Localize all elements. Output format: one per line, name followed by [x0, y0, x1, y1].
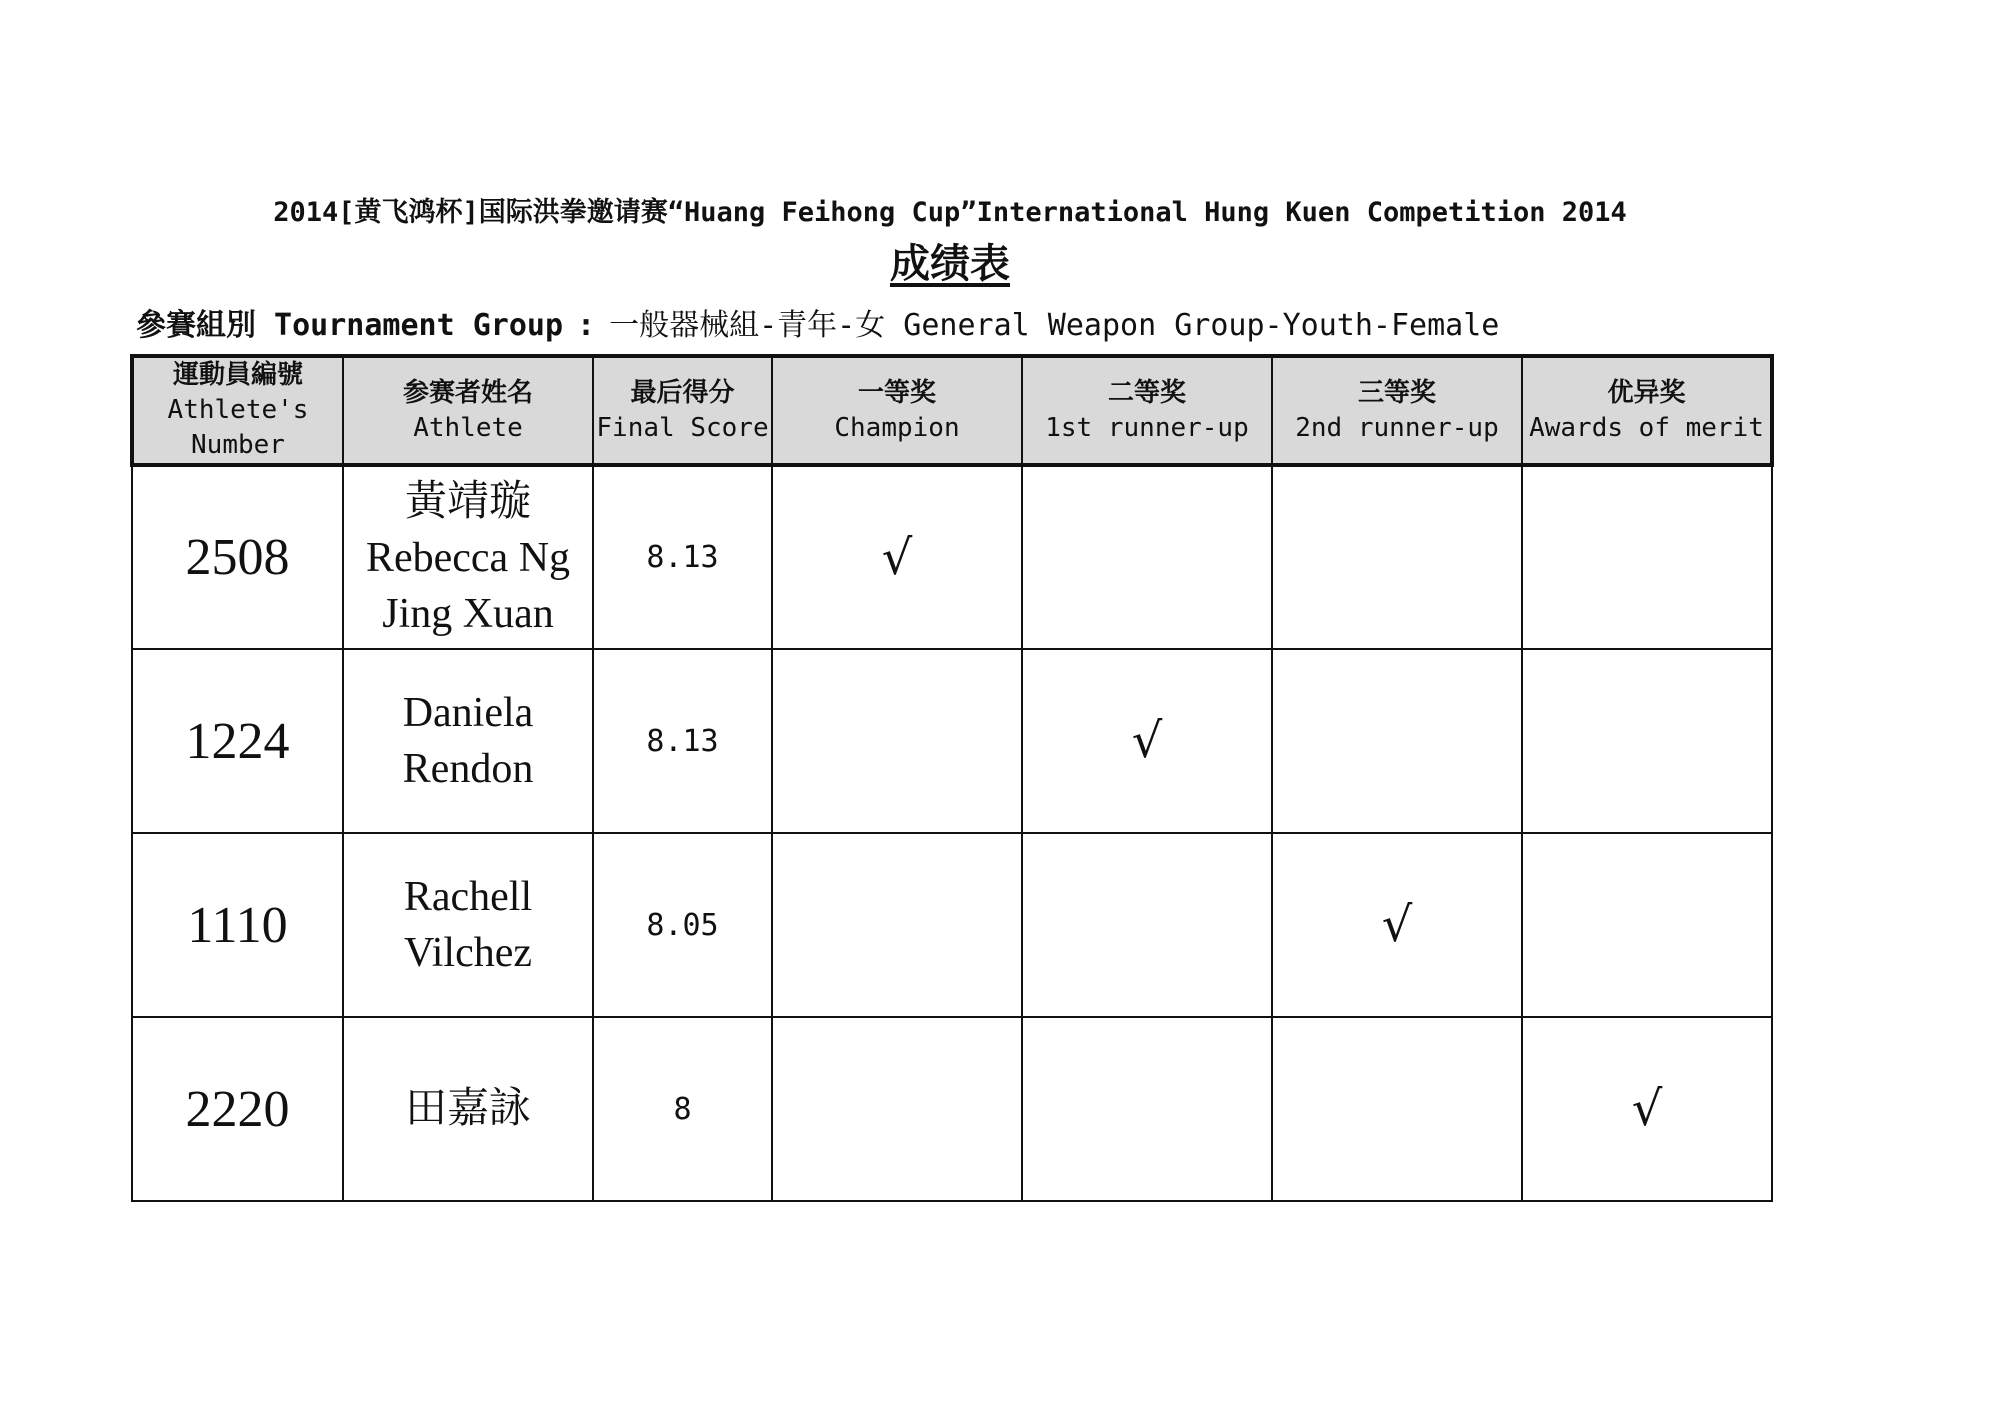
first-runner-up-mark: [1022, 833, 1272, 1017]
table-row: [132, 833, 1772, 1017]
first-runner-up-mark: √: [1022, 649, 1272, 833]
champion-mark: [772, 649, 1022, 833]
header-score: [593, 356, 772, 465]
athlete-name-line: 田嘉詠: [404, 1086, 531, 1132]
champion-mark: [772, 833, 1022, 1017]
athlete-number: 2508: [132, 465, 343, 649]
table-row: [132, 1017, 1772, 1201]
merit-mark: √: [1522, 1017, 1772, 1201]
athlete-name-line: Jing Xuan: [382, 590, 554, 637]
athlete-name: [343, 833, 593, 1017]
tournament-group-value: 一般器械組-青年-女 General Weapon Group-Youth-Female: [609, 308, 1500, 343]
final-score: 8.13: [593, 649, 772, 833]
tournament-group-label: 參賽組別 Tournament Group: [136, 308, 564, 343]
champion-mark: √: [772, 465, 1022, 649]
header-first-runner-up-zh: 二等奖: [1107, 377, 1186, 408]
athlete-number: 1224: [132, 649, 343, 833]
header-merit-zh: 优异奖: [1607, 377, 1686, 408]
athlete-name-line: Rebecca Ng: [365, 534, 571, 581]
header-row: [132, 356, 1772, 465]
athlete-name: [343, 465, 593, 649]
athlete-name: [343, 649, 593, 833]
second-runner-up-mark: [1272, 1017, 1522, 1201]
athlete-number: 2220: [132, 1017, 343, 1201]
header-number-en: Athlete's Number: [167, 395, 309, 460]
second-runner-up-mark: [1272, 465, 1522, 649]
header-champion-zh: 一等奖: [857, 377, 936, 408]
athlete-name-line: 黃靖璇: [404, 478, 531, 525]
header-champion-en: Champion: [834, 412, 960, 443]
athlete-number: 1110: [132, 833, 343, 1017]
first-runner-up-mark: [1022, 465, 1272, 649]
second-runner-up-mark: [1272, 649, 1522, 833]
merit-mark: [1522, 465, 1772, 649]
merit-mark: [1522, 833, 1772, 1017]
header-first-runner-up-en: 1st runner-up: [1045, 412, 1249, 443]
header-number-zh: 運動員編號: [172, 360, 303, 390]
header-second-runner-up-en: 2nd runner-up: [1295, 412, 1499, 443]
header-number: [132, 356, 343, 465]
tournament-group: [136, 300, 1499, 344]
final-score: 8: [593, 1017, 772, 1201]
header-athlete-zh: 参赛者姓名: [402, 377, 533, 408]
final-score: 8.05: [593, 833, 772, 1017]
header-athlete: [343, 356, 593, 465]
first-runner-up-mark: [1022, 1017, 1272, 1201]
header-first-runner-up: [1022, 356, 1272, 465]
header-second-runner-up: [1272, 356, 1522, 465]
results-table: [130, 354, 1774, 1202]
athlete-name: [343, 1017, 593, 1201]
athlete-name-line: Daniela: [402, 690, 534, 736]
tournament-group-separator: :: [577, 308, 596, 343]
header-merit: [1522, 356, 1772, 465]
athlete-name-line: Vilchez: [403, 930, 533, 976]
table-row: [132, 465, 1772, 649]
athlete-name-line: Rachell: [403, 874, 533, 920]
second-runner-up-mark: √: [1272, 833, 1522, 1017]
header-champion: [772, 356, 1022, 465]
results-heading-text: 成绩表: [890, 241, 1010, 287]
header-score-en: Final Score: [596, 412, 769, 443]
results-heading: [0, 232, 1900, 289]
table-row: [132, 649, 1772, 833]
header-athlete-en: Athlete: [413, 412, 523, 443]
competition-title: 2014[黄飞鸿杯]国际洪拳邀请赛“Huang Feihong Cup”International Hung Kuen Competition 2014: [273, 197, 1627, 228]
champion-mark: [772, 1017, 1022, 1201]
merit-mark: [1522, 649, 1772, 833]
athlete-name-line: Rendon: [402, 746, 534, 792]
header-score-zh: 最后得分: [630, 377, 735, 408]
header-merit-en: Awards of merit: [1529, 412, 1764, 443]
final-score: 8.13: [593, 465, 772, 649]
header-second-runner-up-zh: 三等奖: [1357, 377, 1436, 408]
